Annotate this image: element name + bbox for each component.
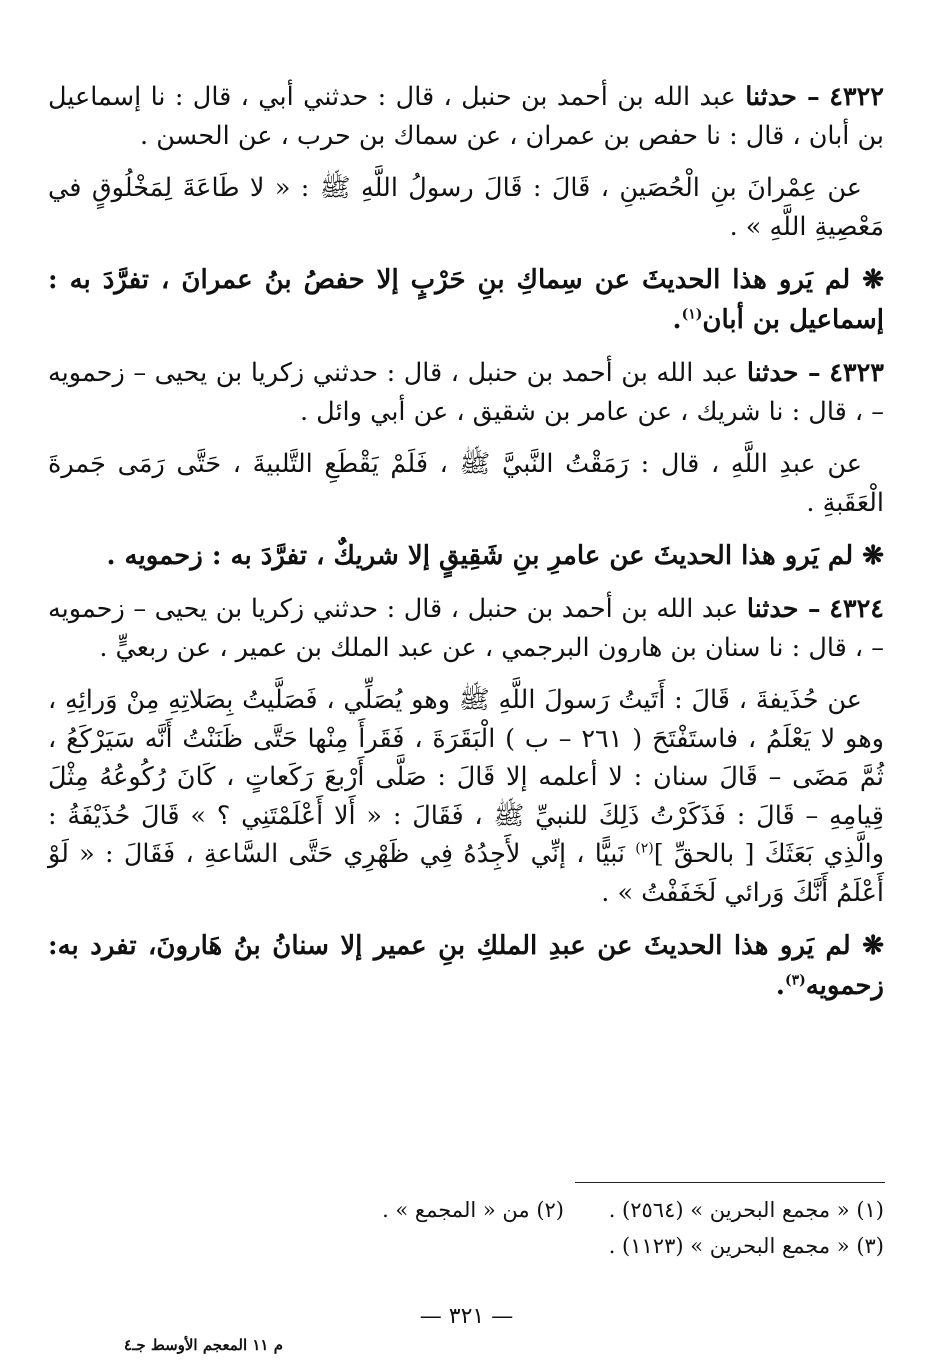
isnad-head: – حدثنا [746,358,821,388]
matn-text-end: نَبيًّا ، إنِّي لأَجِدُهُ فِي ظَهْرِي حَتَّى السَّاعةِ ، فَقَالَ : « لَوْ أَعْلَمُ أَنَّكَ وَرائي لَخَفَفْتُ » . [48,839,884,908]
isnad-text: عبد الله بن أحمد بن حنبل ، قال : حدثني أبي ، قال : نا إسماعيل بن أبان ، قال : نا حفص بن عمران ، عن سماك بن حرب ، عن الحسن . [48,82,884,151]
footnote-row [48,1228,884,1264]
editor-note [48,926,884,1006]
star-icon: ❋ [862,265,884,295]
hadith-isnad [48,78,884,155]
note-end: . [672,305,682,335]
page-body [48,78,884,1020]
footnote-row [48,1192,884,1228]
footnote-text: من « المجمع » . [382,1198,530,1222]
footnotes [48,1192,884,1264]
note-end: . [775,971,785,1001]
footnote-divider [575,1182,885,1183]
footnote-ref: (٣) [784,972,806,989]
isnad-text: عبد الله بن أحمد بن حنبل ، قال : حدثني زكريا بن يحيى – زحمويه – ، قال : نا شريك ، عن عامر بن شقيق ، عن أبي وائل . [48,358,884,427]
hadith-matn [48,169,884,246]
footnote-item [564,1192,884,1228]
editor-note [48,536,884,576]
footnote-item [382,1192,564,1228]
matn-text: عن عبدِ اللَّهِ ، قال : رَمَقْتُ النَّبيَّ ﷺ ، فَلَمْ يَقْطَعِ التَّلبيةَ ، حَتَّى رَمَى جَمرةَ الْعَقَبةِ . [48,449,884,518]
isnad-head: – حدثنا [745,82,820,112]
note-text: لم يَرو هذا الحديثَ عن عبدِ الملكِ بنِ عمير إلا سنانُ بنُ هَارونَ، تفرد به: زحمويه [48,931,884,1001]
matn-text: عن عِمْرانَ بنِ الْحُصَينِ ، قَالَ : قَالَ رسولُ اللَّهِ ﷺ : « لا طَاعَةَ لِمَخْلُوقٍ في مَعْصِيةِ اللَّهِ » . [48,173,884,242]
footnote-number: (٣) [856,1234,884,1258]
hadith-isnad [48,354,884,431]
isnad-text: عبد الله بن أحمد بن حنبل ، قال : حدثني زكريا بن يحيى – زحمويه – ، قال : نا سنان بن هارون البرجمي ، عن عبد الملك بن عمير ، عن ربعيٍّ . [48,594,884,663]
isnad-head: – حدثنا [746,594,821,624]
hadith-matn [48,681,884,912]
page-number: — ٣٢١ — [419,1304,514,1329]
note-text: لم يَرو هذا الحديثَ عن سِماكِ بنِ حَرْبٍ إلا حفصُ بنُ عمرانَ ، تفرَّدَ به : إسماعيل بن أبان [48,265,884,335]
hadith-isnad [48,590,884,667]
footnote-item [564,1228,884,1264]
footnote-number: (٢) [536,1198,564,1222]
footnote-text: « مجمع البحرين » (١١٢٣) . [608,1234,850,1258]
printer-signature: م ١١ المعجم الأوسط جـ٤ [123,1336,283,1354]
star-icon: ❋ [862,541,884,571]
star-icon: ❋ [862,931,885,961]
footnote-ref: (٢) [635,840,654,857]
footnote-text: « مجمع البحرين » (٢٥٦٤) . [608,1198,850,1222]
editor-note [48,260,884,340]
hadith-matn [48,445,884,522]
hadith-number: ٤٣٢٤ [829,594,884,624]
footnote-ref: (١) [681,306,703,323]
footnote-number: (١) [856,1198,884,1222]
hadith-number: ٤٣٢٢ [829,82,884,112]
matn-text: عن حُذَيفةَ ، قَالَ : أَتَيتُ رَسولَ اللَّهِ ﷺ وهو يُصَلِّي ، فَصَلَّيتُ بِصَلاتِهِ مِنْ وَرائِهِ ، وهو لا يَعْلَمُ ، فاستَفْتَحَ ( ٢٦١ – ب ) الْبَقَرَةَ ، فَقَرأَ مِنْها حَتَّى ظَنَنْتُ أَنَّه سَيَرْكَعُ ، ثُمَّ مَضَى – قَالَ سنان : لا أعلمه إلا قَالَ : صَلَّى أَرْبعَ رَكَعاتٍ ، كَانَ رُكُوعُهُ مِثْلَ قِيامِهِ – قَالَ : فَذَكَرْتُ ذَلِكَ للنبيِّ ﷺ ، فَقَالَ : « أَلا أَعْلَمْتَنِي ؟ » قَالَ حُذَيْفَةُ : والَّذِي بَعَثَكَ [ بالحقِّ ] [48,685,885,869]
hadith-number: ٤٣٢٣ [829,358,884,388]
note-text: لم يَرو هذا الحديثَ عن عامرِ بنِ شَقِيقٍ إلا شريكٌ ، تفرَّدَ به : زحمويه . [106,541,854,571]
